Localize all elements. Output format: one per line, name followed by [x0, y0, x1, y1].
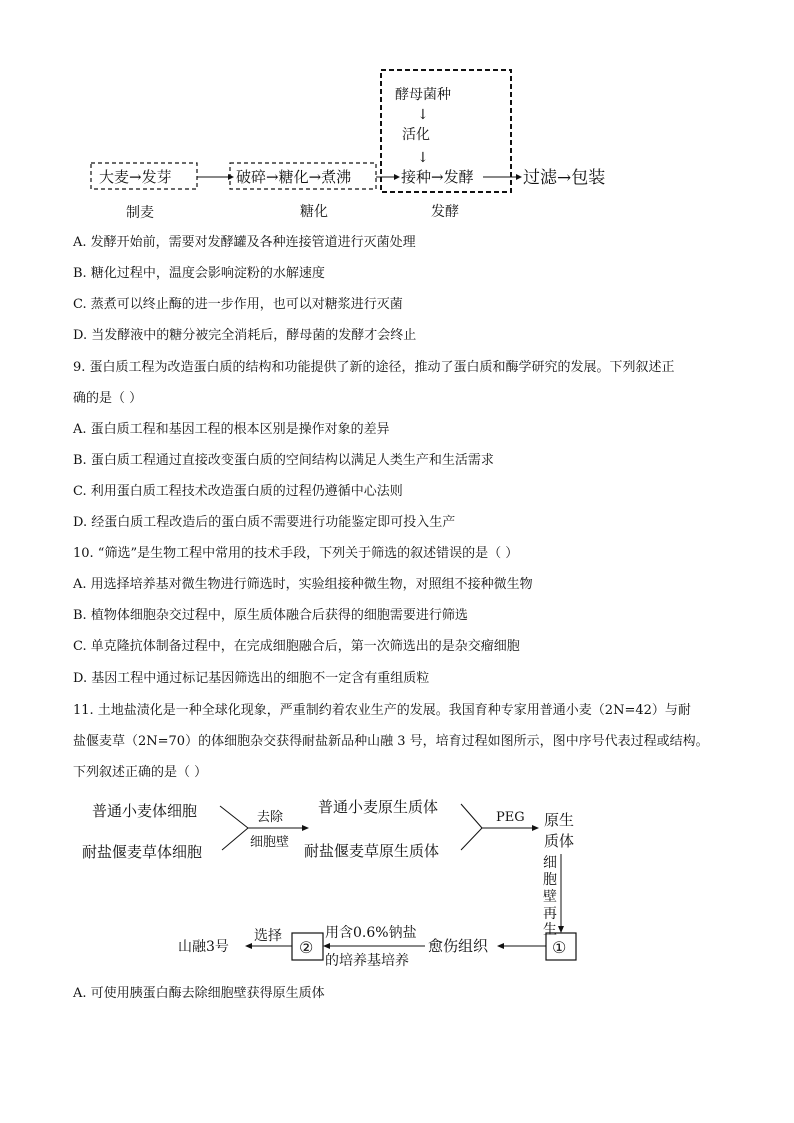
q9-stem-line1: 9. 蛋白质工程为改造蛋白质的结构和功能提供了新的途径，推动了蛋白质和酶学研究的发展。下列叙述正	[73, 360, 675, 375]
wheat-protoplast-label: 普通小麦原生质体	[318, 798, 439, 816]
yeast-strain-label: 酵母菌种	[395, 87, 451, 103]
q9-stem-line2: 确的是（ ）	[73, 391, 143, 406]
protoplast-label-1: 原生	[544, 811, 575, 829]
regen-char-5: 生	[543, 922, 557, 938]
cell-wall-label: 细胞壁	[250, 835, 290, 850]
wheatgrass-protoplast-label: 耐盐偃麦草原生质体	[304, 842, 440, 860]
brewing-flow-diagram	[80, 66, 640, 226]
q9-option-b: B. 蛋白质工程通过直接改变蛋白质的空间结构以满足人类生产和生活需求	[73, 453, 494, 468]
crush-saccharify-boil-label: 破碎→糖化→煮沸	[236, 168, 352, 186]
wheat-cell-label: 普通小麦体细胞	[92, 802, 198, 820]
q10-stem: 10. “筛选”是生物工程中常用的技术手段，下列关于筛选的叙述错误的是（ ）	[73, 546, 519, 561]
regen-char-4: 再	[543, 906, 557, 922]
barley-germination-label: 大麦→发芽	[99, 168, 172, 186]
medium-label-2: 的培养基培养	[325, 953, 409, 969]
q10-option-b: B. 植物体细胞杂交过程中，原生质体融合后获得的细胞需要进行筛选	[73, 608, 468, 623]
regen-char-1: 细	[543, 855, 557, 871]
protoplast-label-2: 质体	[544, 832, 575, 850]
q10-option-c: C. 单克隆抗体制备过程中，在完成细胞融合后，第一次筛选出的是杂交瘤细胞	[73, 639, 520, 654]
filter-package-label: 过滤→包装	[523, 168, 606, 188]
q8-option-c: C. 蒸煮可以终止酶的进一步作用，也可以对糖浆进行灭菌	[73, 297, 403, 312]
regen-char-3: 壁	[543, 889, 557, 905]
svg-text:↓: ↓	[417, 107, 429, 123]
q9-option-d: D. 经蛋白质工程改造后的蛋白质不需要进行功能鉴定即可投入生产	[73, 515, 456, 530]
q8-option-d: D. 当发酵液中的糖分被完全消耗后，酵母菌的发酵才会终止	[73, 328, 417, 343]
inoculate-ferment-label: 接种→发酵	[401, 168, 474, 186]
q9-option-c: C. 利用蛋白质工程技术改造蛋白质的过程仍遵循中心法则	[73, 484, 403, 499]
activation-label: 活化	[402, 127, 430, 143]
q9-option-a: A. 蛋白质工程和基因工程的根本区别是操作对象的差异	[73, 422, 390, 437]
q8-option-a: A. 发酵开始前，需要对发酵罐及各种连接管道进行灭菌处理	[73, 235, 416, 250]
structure-1-label: ①	[552, 938, 567, 957]
structure-2-label: ②	[299, 938, 314, 957]
medium-label-1: 用含0.6%钠盐	[325, 925, 417, 941]
caption-saccharification: 糖化	[300, 204, 328, 220]
svg-text:↓: ↓	[417, 150, 429, 166]
shanrong3-label: 山融3号	[178, 939, 229, 955]
callus-label: 愈伤组织	[428, 937, 489, 955]
caption-malting: 制麦	[126, 205, 154, 221]
q8-option-b: B. 糖化过程中，温度会影响淀粉的水解速度	[73, 266, 325, 281]
q10-option-a: A. 用选择培养基对微生物进行筛选时，实验组接种微生物，对照组不接种微生物	[73, 577, 533, 592]
peg-label: PEG	[496, 810, 525, 825]
q11-stem-line2: 盐偃麦草（2N=70）的体细胞杂交获得耐盐新品种山融 3 号，培育过程如图所示，图中序号代表过程或结构。	[73, 734, 709, 749]
somatic-hybridization-diagram	[70, 790, 600, 980]
select-label: 选择	[254, 928, 282, 944]
q11-stem-line3: 下列叙述正确的是（ ）	[73, 765, 208, 780]
remove-label: 去除	[257, 810, 284, 825]
caption-fermentation: 发酵	[431, 204, 459, 220]
q11-stem-line1: 11. 土地盐渍化是一种全球化现象，严重制约着农业生产的发展。我国育种专家用普通小麦（2N=42）与耐	[73, 703, 691, 718]
q11-option-a: A. 可使用胰蛋白酶去除细胞壁获得原生质体	[73, 986, 325, 1001]
q10-option-d: D. 基因工程中通过标记基因筛选出的细胞不一定含有重组质粒	[73, 671, 430, 686]
wheatgrass-cell-label: 耐盐偃麦草体细胞	[82, 843, 203, 861]
regen-char-2: 胞	[543, 872, 557, 888]
